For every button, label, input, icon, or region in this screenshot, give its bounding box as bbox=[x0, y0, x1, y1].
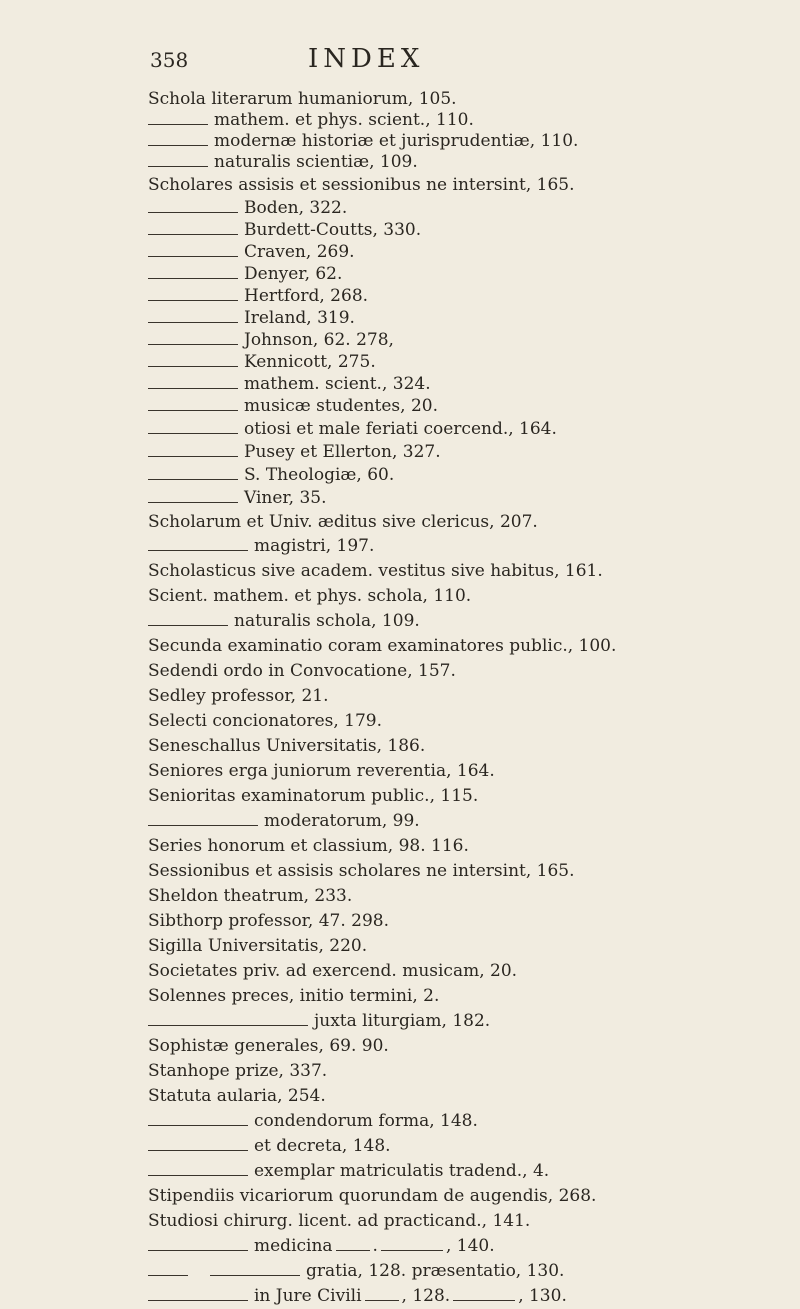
index-subentry: magistri, 197. bbox=[148, 533, 800, 559]
index-entry: Scholarum et Univ. æditus sive clericus, 207. bbox=[148, 512, 538, 532]
index-entry: Selecti concionatores, 179. bbox=[148, 711, 383, 731]
index-entry: Solennes preces, initio termini, 2. bbox=[148, 986, 440, 1006]
ditto-dash bbox=[148, 256, 238, 257]
index-subentry: modernæ historiæ et jurisprudentiæ, 110. bbox=[148, 128, 800, 154]
index-entry: Studiosi chirurg. licent. ad practicand., 141. bbox=[148, 1211, 531, 1231]
index-subentry: Viner, 35. bbox=[148, 485, 800, 511]
ditto-dash bbox=[453, 1300, 515, 1301]
ditto-dash bbox=[148, 234, 238, 235]
ditto-dash bbox=[148, 479, 238, 480]
ditto-dash bbox=[148, 550, 248, 551]
ditto-dash bbox=[148, 1275, 188, 1276]
index-subentry: in Jure Civili , 128. , 130. bbox=[148, 1283, 800, 1309]
page-header bbox=[0, 44, 800, 74]
index-entry: Schola literarum humaniorum, 105. bbox=[148, 89, 457, 109]
ditto-dash bbox=[381, 1250, 443, 1251]
index-entry: Sibthorp professor, 47. 298. bbox=[148, 911, 390, 931]
ditto-dash bbox=[365, 1300, 399, 1301]
ditto-dash bbox=[148, 145, 208, 146]
ditto-dash bbox=[148, 366, 238, 367]
index-entry: Secunda examinatio coram examinatores public., 100. bbox=[148, 636, 617, 656]
index-subentry: naturalis schola, 109. bbox=[148, 608, 800, 634]
index-subentry: musicæ studentes, 20. bbox=[148, 393, 800, 419]
index-subentry: naturalis scientiæ, 109. bbox=[148, 149, 800, 175]
index-subentry: Boden, 322. bbox=[148, 195, 800, 221]
index-entry: Sophistæ generales, 69. 90. bbox=[148, 1036, 389, 1056]
ditto-dash bbox=[148, 1125, 248, 1126]
page-title: INDEX bbox=[308, 44, 425, 74]
index-entry: Stanhope prize, 337. bbox=[148, 1061, 328, 1081]
index-subentry: et decreta, 148. bbox=[148, 1133, 800, 1159]
ditto-dash bbox=[148, 502, 238, 503]
index-subentry: otiosi et male feriati coercend., 164. bbox=[148, 416, 800, 442]
index-subentry: Burdett-Coutts, 330. bbox=[148, 217, 800, 243]
ditto-dash bbox=[148, 300, 238, 301]
index-subentry: exemplar matriculatis tradend., 4. bbox=[148, 1158, 800, 1184]
index-subentry: S. Theologiæ, 60. bbox=[148, 462, 800, 488]
ditto-dash bbox=[148, 344, 238, 345]
index-subentry: Hertford, 268. bbox=[148, 283, 800, 309]
index-entry: Sedley professor, 21. bbox=[148, 686, 329, 706]
index-subentry: juxta liturgiam, 182. bbox=[148, 1008, 800, 1034]
index-subentry: Denyer, 62. bbox=[148, 261, 800, 287]
index-subentry: mathem. et phys. scient., 110. bbox=[148, 107, 800, 133]
index-entry: Sedendi ordo in Convocatione, 157. bbox=[148, 661, 456, 681]
ditto-dash bbox=[148, 388, 238, 389]
ditto-dash bbox=[148, 1300, 248, 1301]
index-entry: Societates priv. ad exercend. musicam, 20. bbox=[148, 961, 518, 981]
index-entry: Scient. mathem. et phys. schola, 110. bbox=[148, 586, 472, 606]
index-entry: Senioritas examinatorum public., 115. bbox=[148, 786, 479, 806]
ditto-dash bbox=[148, 124, 208, 125]
index-subentry: Johnson, 62. 278, bbox=[148, 327, 800, 353]
index-entry: Series honorum et classium, 98. 116. bbox=[148, 836, 469, 856]
index-entry: Statuta aularia, 254. bbox=[148, 1086, 326, 1106]
index-entry: Seneschallus Universitatis, 186. bbox=[148, 736, 426, 756]
ditto-dash bbox=[148, 278, 238, 279]
ditto-dash bbox=[336, 1250, 370, 1251]
index-entry: Seniores erga juniorum reverentia, 164. bbox=[148, 761, 495, 781]
index-entry: Scholares assisis et sessionibus ne intersint, 165. bbox=[148, 175, 575, 195]
index-entry: Scholasticus sive academ. vestitus sive habitus, 161. bbox=[148, 561, 603, 581]
ditto-dash bbox=[148, 410, 238, 411]
ditto-dash bbox=[148, 1150, 248, 1151]
ditto-dash bbox=[210, 1275, 300, 1276]
ditto-dash bbox=[148, 625, 228, 626]
index-entry: Stipendiis vicariorum quorundam de augendis, 268. bbox=[148, 1186, 597, 1206]
index-subentry: Kennicott, 275. bbox=[148, 349, 800, 375]
index-subentry: moderatorum, 99. bbox=[148, 808, 800, 834]
ditto-dash bbox=[148, 1250, 248, 1251]
ditto-dash bbox=[148, 322, 238, 323]
ditto-dash bbox=[148, 433, 238, 434]
index-subentry: Craven, 269. bbox=[148, 239, 800, 265]
page-number: 358 bbox=[150, 48, 189, 72]
ditto-dash bbox=[148, 166, 208, 167]
ditto-dash bbox=[148, 825, 258, 826]
index-subentry: condendorum forma, 148. bbox=[148, 1108, 800, 1134]
ditto-dash bbox=[148, 456, 238, 457]
index-entry: Sessionibus et assisis scholares ne intersint, 165. bbox=[148, 861, 575, 881]
index-entry: Sigilla Universitatis, 220. bbox=[148, 936, 368, 956]
index-subentry: Pusey et Ellerton, 327. bbox=[148, 439, 800, 465]
index-subentry: Ireland, 319. bbox=[148, 305, 800, 331]
index-entry: Sheldon theatrum, 233. bbox=[148, 886, 353, 906]
ditto-dash bbox=[148, 212, 238, 213]
ditto-dash bbox=[148, 1025, 308, 1026]
ditto-dash bbox=[148, 1175, 248, 1176]
index-subentry: medicina . , 140. bbox=[148, 1233, 800, 1259]
index-subentry: mathem. scient., 324. bbox=[148, 371, 800, 397]
index-subentry: gratia, 128. præsentatio, 130. bbox=[148, 1258, 800, 1284]
